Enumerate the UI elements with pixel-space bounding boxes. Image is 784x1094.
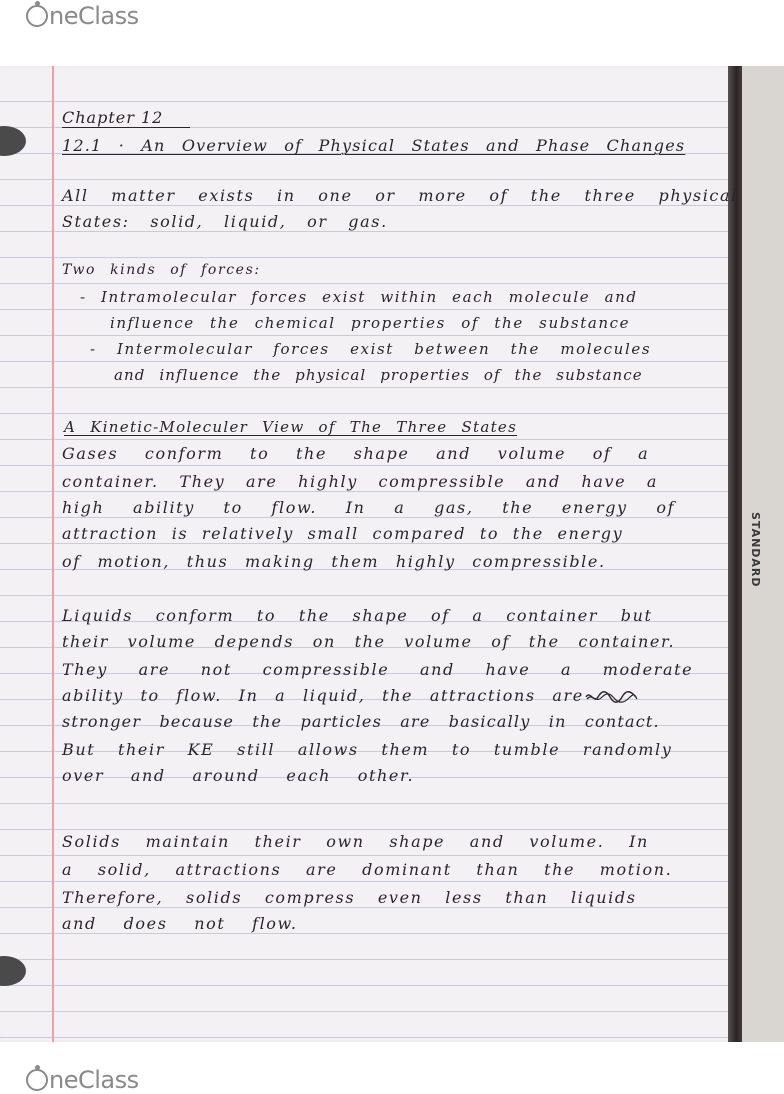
solids-line-4: and does not flow. (62, 914, 298, 933)
gases-line-3: high ability to flow. In a gas, the energy of (62, 498, 676, 517)
solids-line-3: Therefore, solids compress even less than liquids (62, 888, 637, 907)
forces-line-3: - Intermolecular forces exist between the molecules (90, 340, 652, 358)
solids-line-1: Solids maintain their own shape and volume. In (62, 832, 649, 851)
kinetic-heading: A Kinetic-Moleculer View of The Three States (64, 418, 518, 436)
oneclass-logo-top (26, 2, 139, 30)
gases-line-1: Gases conform to the shape and volume of a (62, 444, 650, 463)
oneclass-wordmark-top: neClass (49, 2, 139, 30)
liquids-line-5: stronger because the particles are basically in contact. (62, 712, 660, 731)
intro-line-1: All matter exists in one or more of the three physical (62, 186, 738, 205)
intro-line-2: States: solid, liquid, or gas. (62, 212, 388, 231)
forces-heading: Two kinds of forces: (62, 262, 261, 278)
solids-line-2: a solid, attractions are dominant than the motion. (62, 860, 673, 879)
gases-line-5: of motion, thus making them highly compressible. (62, 552, 606, 571)
oneclass-wordmark-bottom: neClass (49, 1066, 139, 1094)
liquids-line-7: over and around each other. (62, 766, 415, 785)
forces-line-1: - Intramolecular forces exist within each molecule and (80, 288, 638, 306)
oneclass-logo-bottom (26, 1066, 139, 1094)
scribble-icon (584, 690, 638, 704)
chapter-title: Chapter 12 (62, 108, 190, 128)
liquids-line-3: They are not compressible and have a moderate (62, 660, 694, 679)
liquids-line-1: Liquids conform to the shape of a container but (62, 606, 653, 625)
forces-line-4: and influence the physical properties of the substance (114, 366, 643, 384)
liquids-line-6: But their KE still allows them to tumble randomly (62, 740, 673, 759)
forces-line-2: influence the chemical properties of the substance (110, 314, 631, 332)
notebook-spine (728, 66, 742, 1042)
oneclass-o-icon (26, 5, 48, 27)
binding-label: STANDARD (749, 512, 762, 588)
oneclass-o-bottom-icon (26, 1069, 48, 1091)
section-title: 12.1 · An Overview of Physical States and Phase Changes (62, 136, 686, 155)
gases-line-4: attraction is relatively small compared to the energy (62, 524, 624, 543)
liquids-line-4-text: ability to flow. In a liquid, the attractions are (62, 686, 584, 705)
liquids-line-4 (62, 686, 638, 705)
gases-line-2: container. They are highly compressible and have a (62, 472, 659, 491)
liquids-line-2: their volume depends on the volume of the container. (62, 632, 676, 651)
